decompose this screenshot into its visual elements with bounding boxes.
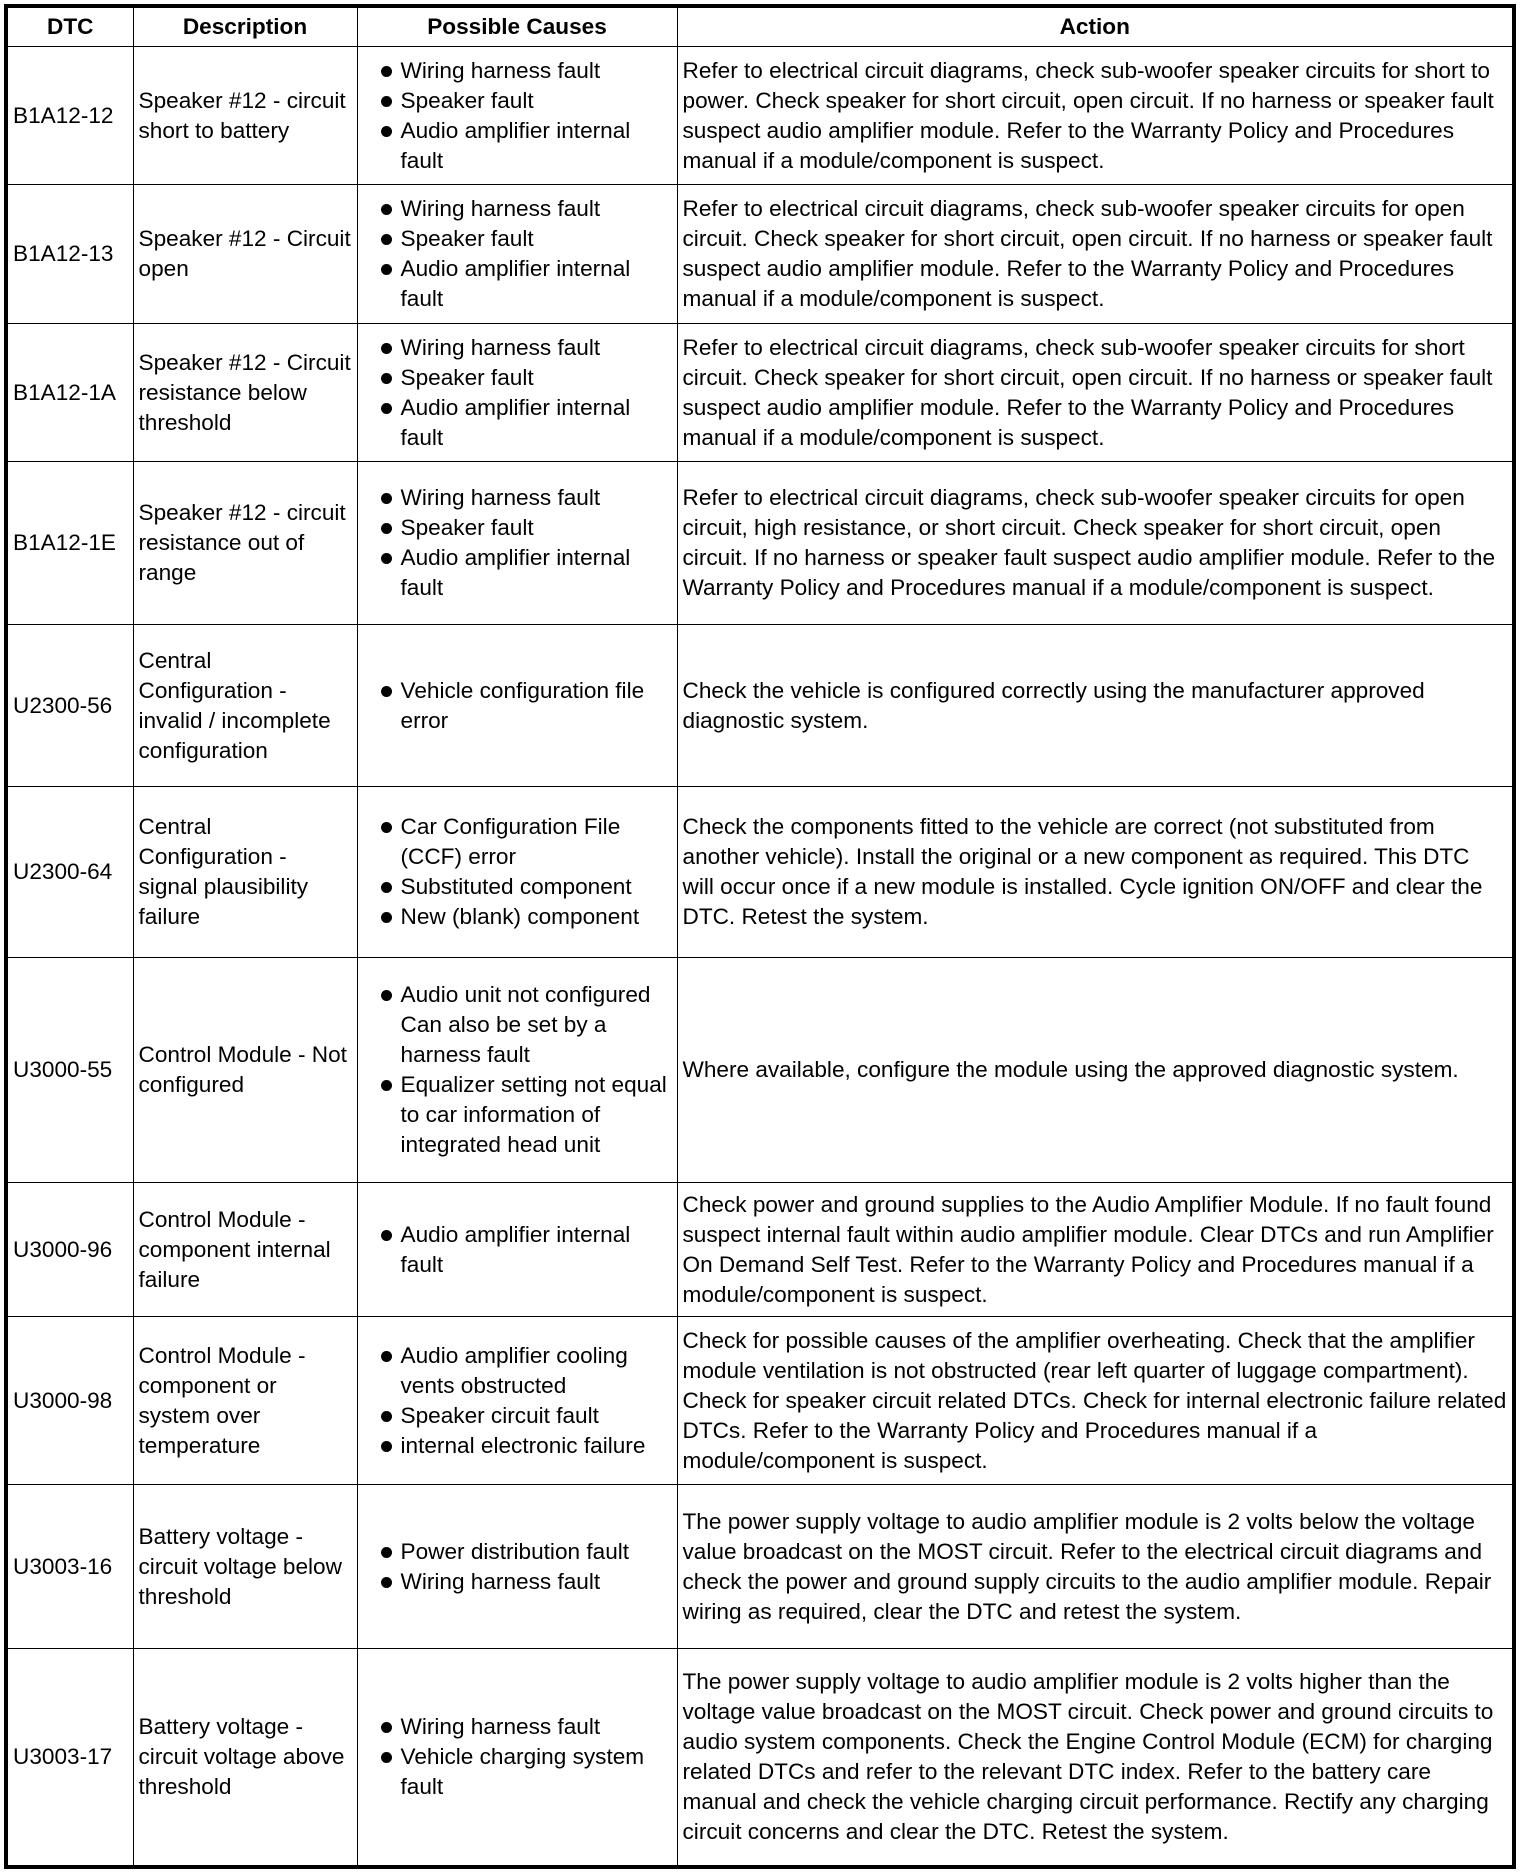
action-text: The power supply voltage to audio amplifier module is 2 volts higher than the voltage value broadcast on the MOST circuit. Check power and ground circuits to audio system components. Check the Engine Control Module (ECM) for charging related DTCs and refer to the relevant DTC index. Refer to the battery care manual and check the vehicle charging circuit performance. Rectify any charging circuit concerns and clear the DTC. Retest the system. <box>677 1649 1514 1867</box>
table-row <box>6 1485 1514 1649</box>
cause-item: Equalizer setting not equal to car information of integrated head unit <box>363 1070 672 1160</box>
cause-item: New (blank) component <box>363 902 672 932</box>
causes-list <box>363 812 672 932</box>
action-text: Refer to electrical circuit diagrams, check sub-woofer speaker circuits for short to power. Check speaker for short circuit, open circuit. If no harness or speaker fault suspect audio amplifier module. Refer to the Warranty Policy and Procedures manual if a module/component is suspect. <box>677 47 1514 185</box>
causes-list <box>363 1341 672 1461</box>
cause-item: Vehicle charging system fault <box>363 1742 672 1802</box>
header-row <box>6 6 1514 47</box>
dtc-code: U2300-56 <box>6 625 133 787</box>
action-text: The power supply voltage to audio amplifier module is 2 volts below the voltage value broadcast on the MOST circuit. Refer to the electrical circuit diagrams and check the power and ground supply circuits to the audio amplifier module. Repair wiring as required, clear the DTC and retest the system. <box>677 1485 1514 1649</box>
cause-item: Audio amplifier internal fault <box>363 1220 672 1280</box>
causes-list <box>363 333 672 453</box>
table-row <box>6 324 1514 462</box>
table-row <box>6 1649 1514 1867</box>
causes-list <box>363 1712 672 1802</box>
header-dtc: DTC <box>6 6 133 47</box>
header-action: Action <box>677 6 1514 47</box>
action-text: Refer to electrical circuit diagrams, check sub-woofer speaker circuits for open circuit. Check speaker for short circuit, open circuit. If no harness or speaker fault suspect audio amplifier module. Refer to the Warranty Policy and Procedures manual if a module/component is suspect. <box>677 185 1514 324</box>
dtc-table <box>4 4 1516 1869</box>
header-description: Description <box>133 6 357 47</box>
dtc-code: B1A12-1A <box>6 324 133 462</box>
table-row <box>6 47 1514 185</box>
table-row <box>6 462 1514 625</box>
action-text: Check the components fitted to the vehicle are correct (not substituted from another vehicle). Install the original or a new component as required. This DTC will occur once if a new module is installed. Cycle ignition ON/OFF and clear the DTC. Retest the system. <box>677 787 1514 958</box>
dtc-description: Speaker #12 - circuit resistance out of range <box>133 462 357 625</box>
cause-item: Wiring harness fault <box>363 483 672 513</box>
possible-causes <box>357 324 677 462</box>
possible-causes <box>357 625 677 787</box>
cause-item: Power distribution fault <box>363 1537 672 1567</box>
possible-causes <box>357 1317 677 1485</box>
causes-list <box>363 1537 672 1597</box>
cause-item: Substituted component <box>363 872 672 902</box>
cause-item: Wiring harness fault <box>363 56 672 86</box>
table-row <box>6 625 1514 787</box>
cause-item: Wiring harness fault <box>363 333 672 363</box>
cause-item: Audio amplifier internal fault <box>363 116 672 176</box>
dtc-description: Speaker #12 - Circuit open <box>133 185 357 324</box>
dtc-description: Control Module - component or system over temperature <box>133 1317 357 1485</box>
action-text: Refer to electrical circuit diagrams, check sub-woofer speaker circuits for short circuit. Check speaker for short circuit, open circuit. If no harness or speaker fault suspect audio amplifier module. Refer to the Warranty Policy and Procedures manual if a module/component is suspect. <box>677 324 1514 462</box>
dtc-code: B1A12-13 <box>6 185 133 324</box>
table-row <box>6 185 1514 324</box>
cause-item: Wiring harness fault <box>363 194 672 224</box>
cause-item: Vehicle configuration file error <box>363 676 672 736</box>
dtc-description: Battery voltage - circuit voltage below threshold <box>133 1485 357 1649</box>
causes-list <box>363 980 672 1160</box>
cause-item: Speaker fault <box>363 513 672 543</box>
causes-list <box>363 56 672 176</box>
cause-item: internal electronic failure <box>363 1431 672 1461</box>
dtc-description: Control Module - component internal failure <box>133 1183 357 1317</box>
cause-item: Speaker fault <box>363 363 672 393</box>
possible-causes <box>357 185 677 324</box>
dtc-code: B1A12-1E <box>6 462 133 625</box>
dtc-code: U3000-55 <box>6 958 133 1183</box>
possible-causes <box>357 787 677 958</box>
action-text: Refer to electrical circuit diagrams, check sub-woofer speaker circuits for open circuit, high resistance, or short circuit. Check speaker for short circuit, open circuit. If no harness or speaker fault suspect audio amplifier module. Refer to the Warranty Policy and Procedures manual if a module/component is suspect. <box>677 462 1514 625</box>
dtc-code: U3003-17 <box>6 1649 133 1867</box>
causes-list <box>363 1220 672 1280</box>
cause-item: Wiring harness fault <box>363 1567 672 1597</box>
causes-list <box>363 194 672 314</box>
action-text: Check for possible causes of the amplifier overheating. Check that the amplifier module ventilation is not obstructed (rear left quarter of luggage compartment). Check for speaker circuit related DTCs. Check for internal electronic failure related DTCs. Refer to the Warranty Policy and Procedures manual if a module/component is suspect. <box>677 1317 1514 1485</box>
table-row <box>6 787 1514 958</box>
cause-item: Audio amplifier internal fault <box>363 543 672 603</box>
cause-item: Speaker circuit fault <box>363 1401 672 1431</box>
dtc-code: U3000-98 <box>6 1317 133 1485</box>
cause-item: Audio amplifier internal fault <box>363 254 672 314</box>
possible-causes <box>357 1485 677 1649</box>
table-row <box>6 1183 1514 1317</box>
table-row <box>6 958 1514 1183</box>
action-text: Where available, configure the module using the approved diagnostic system. <box>677 958 1514 1183</box>
dtc-description: Control Module - Not configured <box>133 958 357 1183</box>
header-possible-causes: Possible Causes <box>357 6 677 47</box>
causes-list <box>363 676 672 736</box>
dtc-code: U3003-16 <box>6 1485 133 1649</box>
dtc-description: Central Configuration - invalid / incomplete configuration <box>133 625 357 787</box>
possible-causes <box>357 462 677 625</box>
dtc-code: U3000-96 <box>6 1183 133 1317</box>
dtc-description: Battery voltage - circuit voltage above threshold <box>133 1649 357 1867</box>
possible-causes <box>357 1649 677 1867</box>
dtc-code: U2300-64 <box>6 787 133 958</box>
cause-item: Audio amplifier internal fault <box>363 393 672 453</box>
cause-item: Audio unit not configured Can also be set by a harness fault <box>363 980 672 1070</box>
cause-item: Speaker fault <box>363 224 672 254</box>
action-text: Check power and ground supplies to the Audio Amplifier Module. If no fault found suspect internal fault within audio amplifier module. Clear DTCs and run Amplifier On Demand Self Test. Refer to the Warranty Policy and Procedures manual if a module/component is suspect. <box>677 1183 1514 1317</box>
cause-item: Speaker fault <box>363 86 672 116</box>
cause-item: Audio amplifier cooling vents obstructed <box>363 1341 672 1401</box>
causes-list <box>363 483 672 603</box>
possible-causes <box>357 1183 677 1317</box>
possible-causes <box>357 958 677 1183</box>
dtc-description: Speaker #12 - Circuit resistance below threshold <box>133 324 357 462</box>
action-text: Check the vehicle is configured correctly using the manufacturer approved diagnostic system. <box>677 625 1514 787</box>
dtc-description: Speaker #12 - circuit short to battery <box>133 47 357 185</box>
cause-item: Wiring harness fault <box>363 1712 672 1742</box>
table-row <box>6 1317 1514 1485</box>
dtc-description: Central Configuration - signal plausibility failure <box>133 787 357 958</box>
possible-causes <box>357 47 677 185</box>
cause-item: Car Configuration File (CCF) error <box>363 812 672 872</box>
dtc-code: B1A12-12 <box>6 47 133 185</box>
